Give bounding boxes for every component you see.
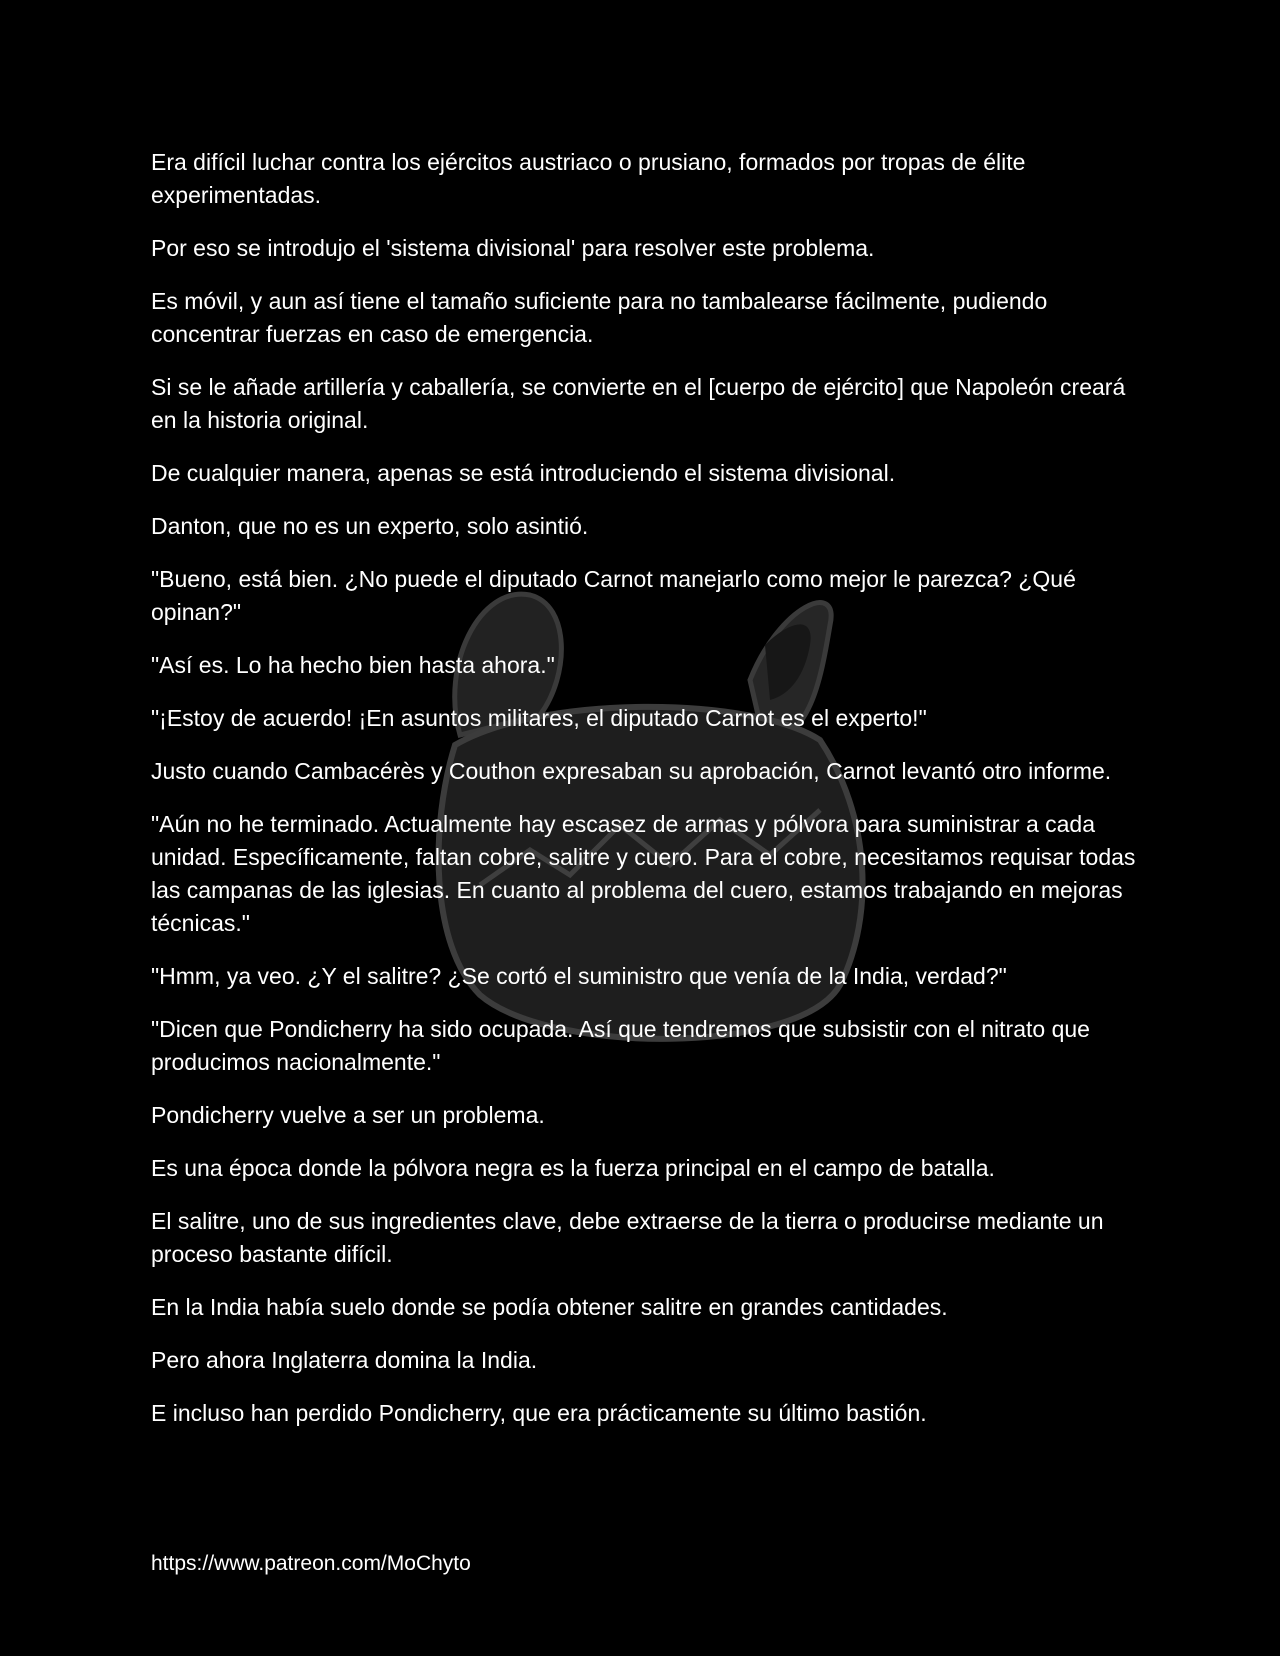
paragraph: "Aún no he terminado. Actualmente hay escasez de armas y pólvora para suministrar a cada unidad. Específicamente, faltan cobre, salitre y cuero. Para el cobre, necesitamos requisar todas las campanas de las iglesias. En cuanto al problema del cuero, estamos trabajando en mejoras técnicas." bbox=[151, 811, 1136, 936]
paragraph: Pondicherry vuelve a ser un problema. bbox=[151, 1102, 545, 1128]
paragraph: Era difícil luchar contra los ejércitos austriaco o prusiano, formados por tropas de élite experimentadas. bbox=[151, 149, 1026, 208]
paragraph: Justo cuando Cambacérès y Couthon expresaban su aprobación, Carnot levantó otro informe. bbox=[151, 758, 1112, 784]
paragraph: "Así es. Lo ha hecho bien hasta ahora." bbox=[151, 652, 555, 678]
paragraph: "Hmm, ya veo. ¿Y el salitre? ¿Se cortó el suministro que venía de la India, verdad?" bbox=[151, 963, 1007, 989]
paragraph: Danton, que no es un experto, solo asintió. bbox=[151, 513, 589, 539]
paragraph: Por eso se introdujo el 'sistema divisional' para resolver este problema. bbox=[151, 235, 875, 261]
paragraph: Es una época donde la pólvora negra es la fuerza principal en el campo de batalla. bbox=[151, 1155, 995, 1181]
paragraph: El salitre, uno de sus ingredientes clave, debe extraerse de la tierra o producirse mediante un proceso bastante difícil. bbox=[151, 1208, 1104, 1267]
paragraph: Pero ahora Inglaterra domina la India. bbox=[151, 1347, 538, 1373]
paragraph: "¡Estoy de acuerdo! ¡En asuntos militares, el diputado Carnot es el experto!" bbox=[151, 705, 927, 731]
article-body bbox=[151, 146, 1141, 1450]
paragraph: En la India había suelo donde se podía obtener salitre en grandes cantidades. bbox=[151, 1294, 948, 1320]
paragraph: "Dicen que Pondicherry ha sido ocupada. Así que tendremos que subsistir con el nitrato que producimos nacionalmente." bbox=[151, 1016, 1090, 1075]
paragraph: Es móvil, y aun así tiene el tamaño suficiente para no tambalearse fácilmente, pudiendo concentrar fuerzas en caso de emergencia. bbox=[151, 288, 1048, 347]
paragraph: "Bueno, está bien. ¿No puede el diputado Carnot manejarlo como mejor le parezca? ¿Qué opinan?" bbox=[151, 566, 1076, 625]
paragraph: De cualquier manera, apenas se está introduciendo el sistema divisional. bbox=[151, 460, 896, 486]
paragraph: Si se le añade artillería y caballería, se convierte en el [cuerpo de ejército] que Napoleón creará en la historia original. bbox=[151, 374, 1126, 433]
paragraph: E incluso han perdido Pondicherry, que era prácticamente su último bastión. bbox=[151, 1400, 927, 1426]
patreon-link[interactable]: https://www.patreon.com/MoChyto bbox=[151, 1552, 471, 1575]
